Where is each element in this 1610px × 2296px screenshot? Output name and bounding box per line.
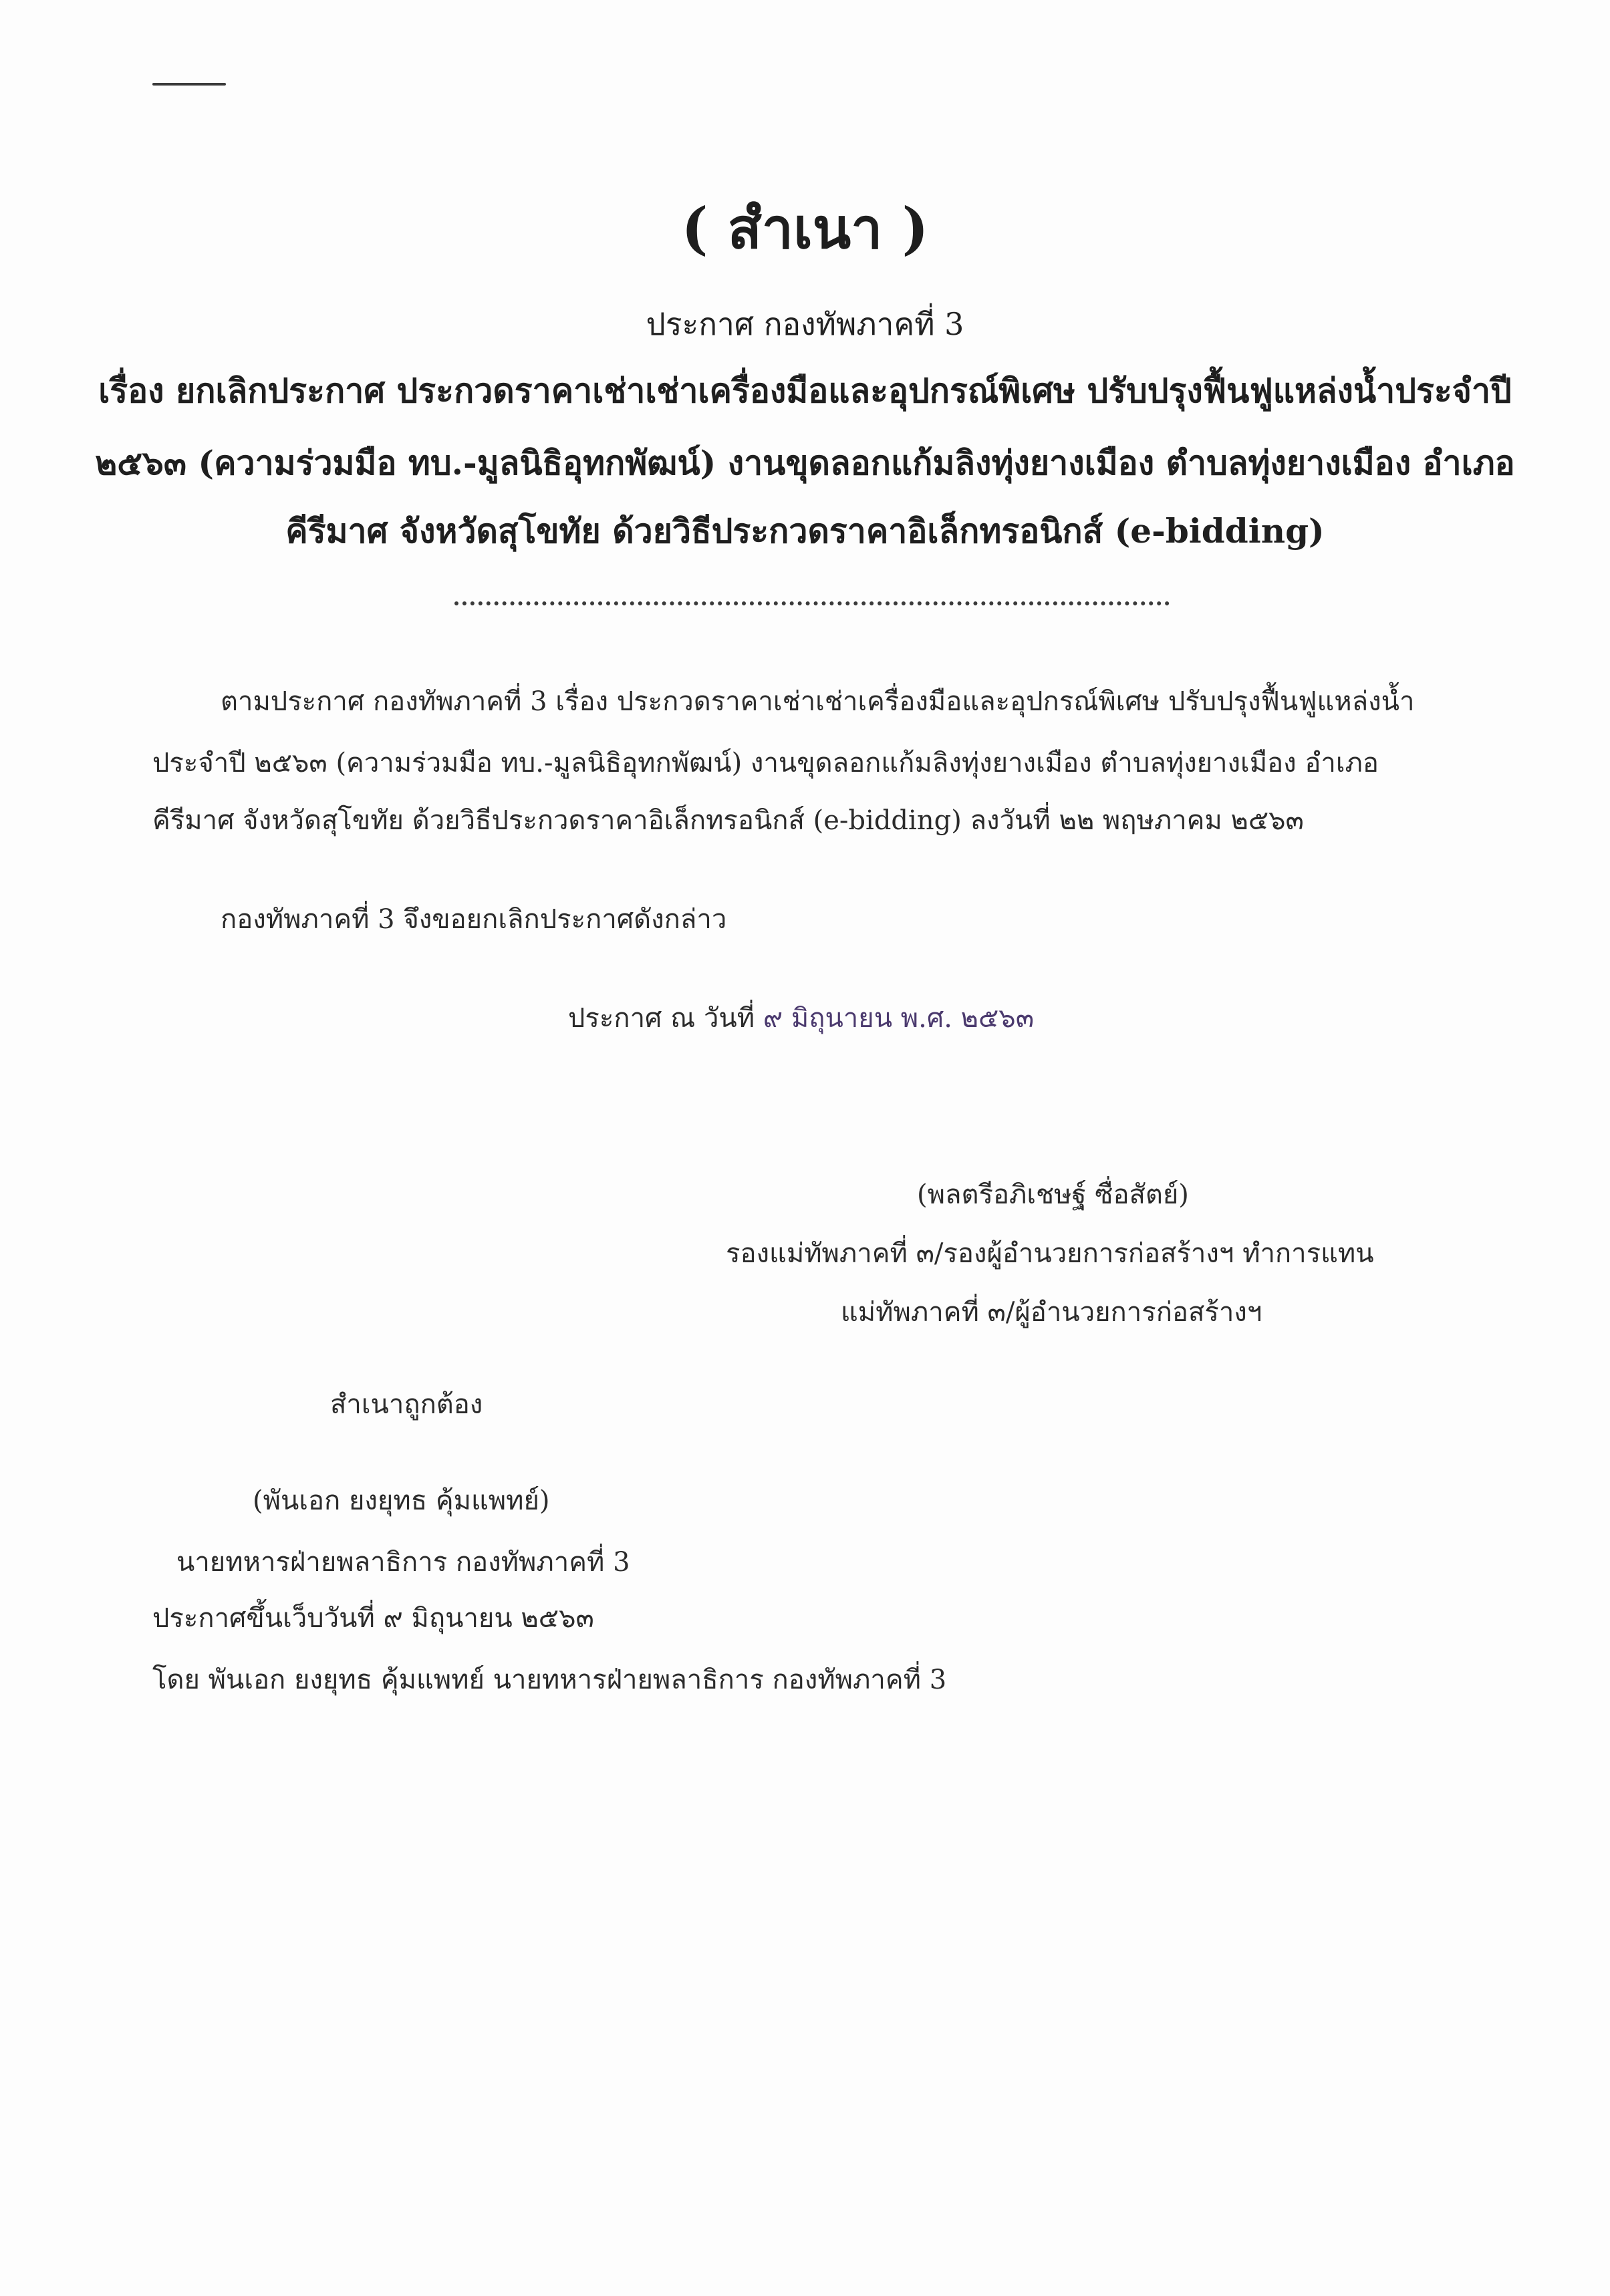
cancel-statement: กองทัพภาคที่ 3 จึงขอยกเลิกประกาศดังกล่าว [221, 904, 727, 935]
subject-line-3: คีรีมาศ จังหวัดสุโขทัย ด้วยวิธีประกวดราคาอิเล็กทรอนิกส์ (e-bidding) [285, 511, 1325, 551]
announcement-date [568, 1005, 1034, 1032]
certifier-position: นายทหารฝ่ายพลาธิการ กองทัพภาคที่ 3 [176, 1547, 630, 1578]
signatory-name: (พลตรีอภิเชษฐ์ ซื่อสัตย์) [917, 1179, 1189, 1210]
body-line-2: ประจำปี ๒๕๖๓ (ความร่วมมือ ทบ.-มูลนิธิอุทกพัฒน์) งานขุดลอกแก้มลิงทุ่งยางเมือง ตำบลทุ่งยางเมือง อำเภอ [152, 748, 1379, 778]
corner-mark [152, 83, 226, 86]
posted-by: โดย พันเอก ยงยุทธ คุ้มแพทย์ นายทหารฝ่ายพลาธิการ กองทัพภาคที่ 3 [152, 1665, 947, 1695]
certifier-name: (พันเอก ยงยุทธ คุ้มแพทย์) [253, 1485, 550, 1516]
signatory-position-2: แม่ทัพภาคที่ ๓/ผู้อำนวยการก่อสร้างฯ [841, 1297, 1262, 1328]
body-line-3: คีรีมาศ จังหวัดสุโขทัย ด้วยวิธีประกวดราคาอิเล็กทรอนิกส์ (e-bidding) ลงวันที่ ๒๒ พฤษภาคม ๒๕๖๓ [152, 805, 1304, 836]
announce-date-value: ๙ มิถุนายน พ.ศ. ๒๕๖๓ [763, 1003, 1035, 1034]
subject-line-1: เรื่อง ยกเลิกประกาศ ประกวดราคาเช่าเช่าเครื่องมือและอุปกรณ์พิเศษ ปรับปรุงฟื้นฟูแหล่งน้ำประจำปี [98, 371, 1512, 410]
body-line-1: ตามประกาศ กองทัพภาคที่ 3 เรื่อง ประกวดราคาเช่าเช่าเครื่องมือและอุปกรณ์พิเศษ ปรับปรุงฟื้นฟูแหล่งน้ำ [221, 686, 1415, 717]
web-posted-date: ประกาศขึ้นเว็บวันที่ ๙ มิถุนายน ๒๕๖๓ [152, 1603, 594, 1634]
announcement-issuer: ประกาศ กองทัพภาคที่ 3 [646, 306, 964, 342]
dotted-divider [454, 601, 1170, 605]
subject-line-2: ๒๕๖๓ (ความร่วมมือ ทบ.-มูลนิธิอุทกพัฒน์) งานขุดลอกแก้มลิงทุ่งยางเมือง ตำบลทุ่งยางเมือง อำเภอ [95, 443, 1515, 482]
document-title: ( สำเนา ) [681, 195, 929, 261]
certified-label: สำเนาถูกต้อง [330, 1389, 483, 1420]
announce-prefix: ประกาศ ณ วันที่ [568, 1003, 763, 1034]
signatory-position-1: รองแม่ทัพภาคที่ ๓/รองผู้อำนวยการก่อสร้างฯ ทำการแทน [726, 1238, 1374, 1269]
